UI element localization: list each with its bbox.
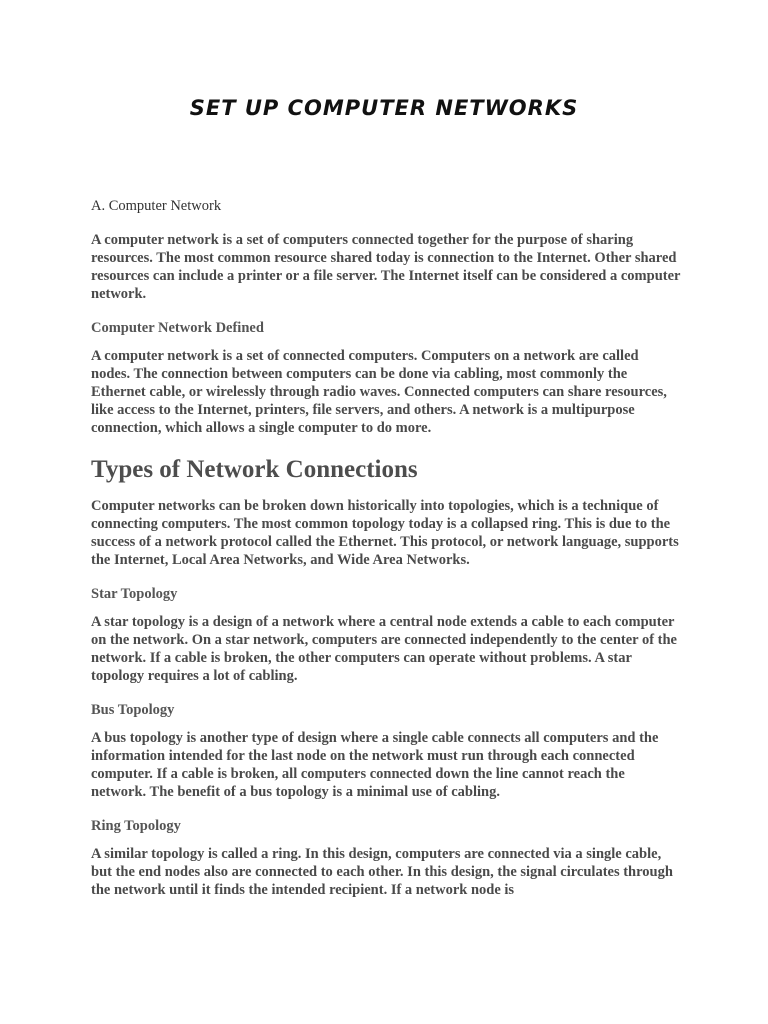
star-topology-paragraph: A star topology is a design of a network where a central node extends a cable to each computer on the network. On a star network, computers are connected independently to the center of the network. If a cable is broken, the other computers can operate without problems. A star topology requires a lot of cabling. xyxy=(91,614,677,684)
types-paragraph: Computer networks can be broken down historically into topologies, which is a technique of connecting computers. The most common topology today is a collapsed ring. This is due to the success of a network protocol called the Ethernet. This protocol, or network language, supports the Internet, Local Area Networks, and Wide Area Networks. xyxy=(91,498,679,568)
intro-paragraph: A computer network is a set of computers connected together for the purpose of sharing resources. The most common resource shared today is connection to the Internet. Other shared resources can include a printer or a file server. The Internet itself can be considered a computer network. xyxy=(91,232,681,302)
section-a-label: A. Computer Network xyxy=(91,198,222,214)
ring-topology-paragraph: A similar topology is called a ring. In this design, computers are connected via a single cable, but the end nodes also are connected to each other. In this design, the signal circulates through the network until it finds the intended recipient. If a network node is xyxy=(91,846,673,898)
document-title: SET UP COMPUTER NETWORKS xyxy=(189,96,579,120)
bus-topology-paragraph: A bus topology is another type of design where a single cable connects all computers and the information intended for the last node on the network must run through each connected computer. If a cable is broken, all computers connected down the line cannot reach the network. The benefit of a bus topology is a minimal use of cabling. xyxy=(91,730,659,800)
bus-topology-heading: Bus Topology xyxy=(91,702,175,718)
document-body xyxy=(91,197,681,915)
computer-network-defined-heading: Computer Network Defined xyxy=(91,320,264,336)
types-of-network-connections-heading: Types of Network Connections xyxy=(91,456,418,483)
star-topology-heading: Star Topology xyxy=(91,586,178,602)
ring-topology-heading: Ring Topology xyxy=(91,818,181,834)
computer-network-defined-paragraph: A computer network is a set of connected computers. Computers on a network are called nodes. The connection between computers can be done via cabling, most commonly the Ethernet cable, or wirelessly through radio waves. Connected computers can share resources, like access to the Internet, printers, file servers, and others. A network is a multipurpose connection, which allows a single computer to do more. xyxy=(91,348,667,436)
